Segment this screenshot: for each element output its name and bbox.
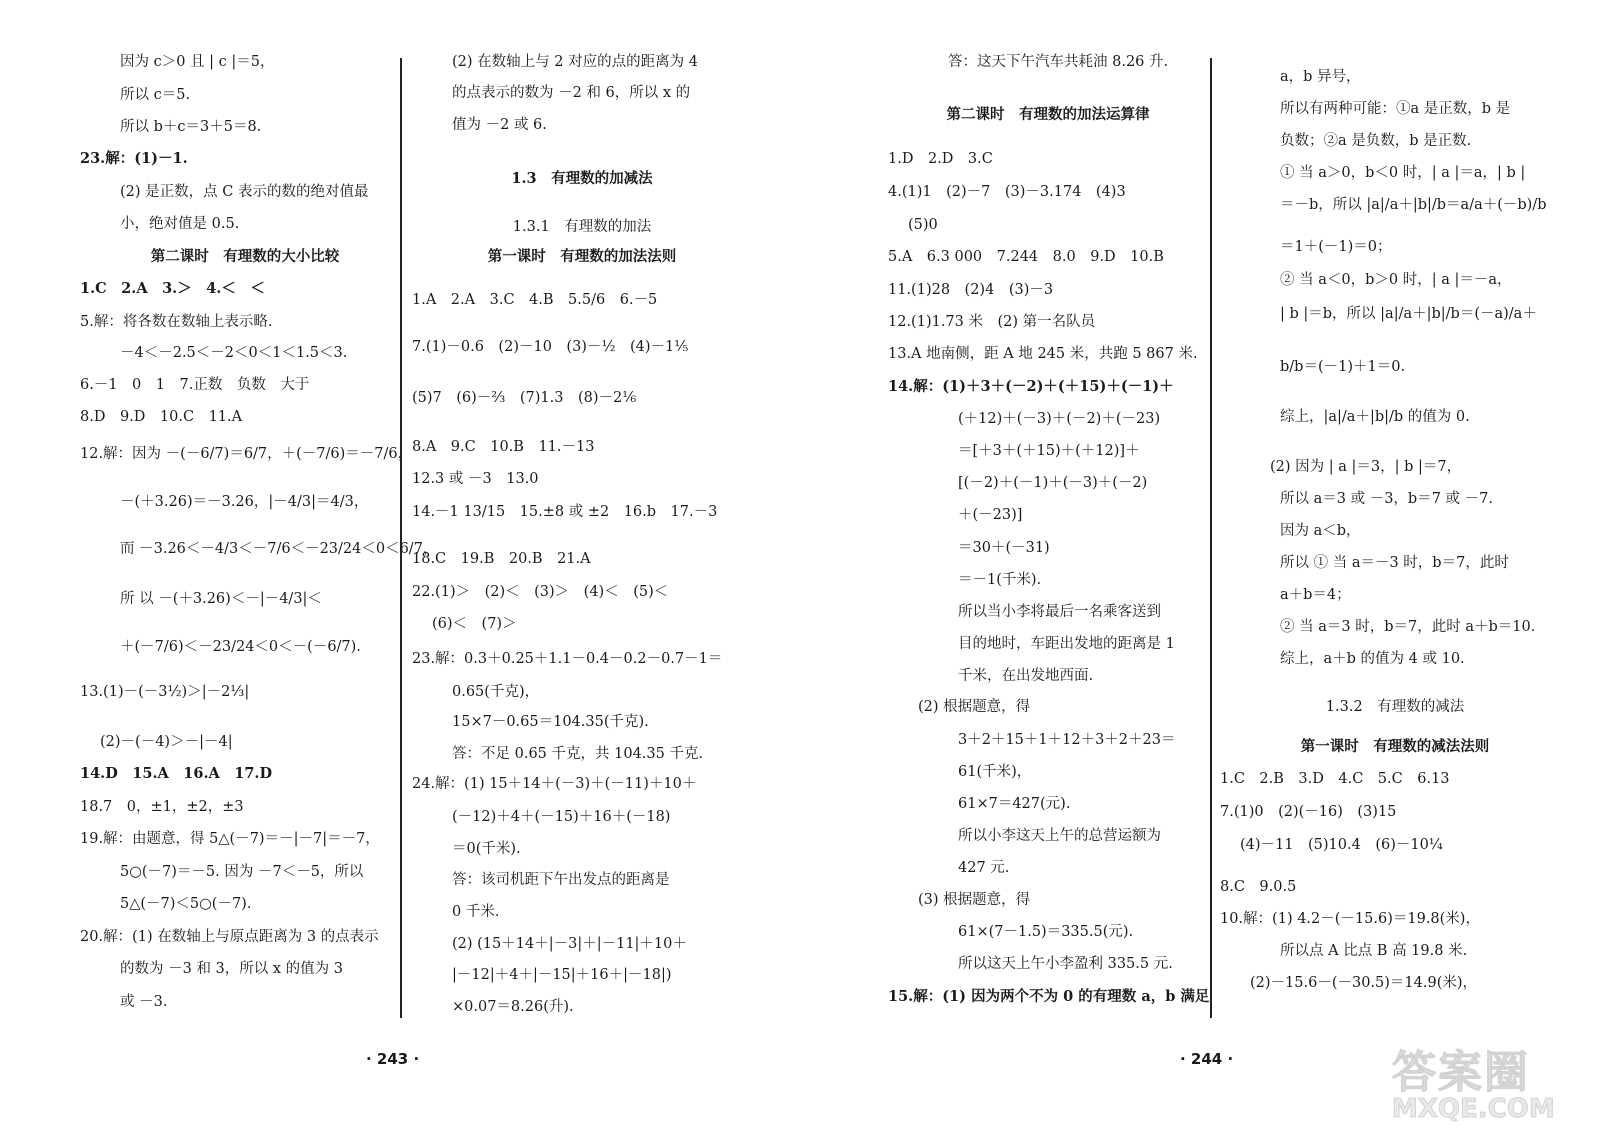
text-line: 1.A 2.A 3.C 4.B 5.5/6 6.－5 <box>412 292 658 308</box>
right-page-col1 <box>888 52 1208 1042</box>
text-line: ×0.07＝8.26(升). <box>452 999 574 1015</box>
text-line: 综上，|a|/a＋|b|/b 的值为 0. <box>1280 409 1470 425</box>
text-line: 5.A 6.3 000 7.244 8.0 9.D 10.B <box>888 249 1164 265</box>
text-line: 8.C 9.0.5 <box>1220 879 1297 895</box>
watermark-logo <box>1392 1036 1582 1126</box>
watermark-top: 答案圈 <box>1392 1047 1530 1098</box>
text-line: 所以有两种可能：①a 是正数，b 是 <box>1280 101 1511 117</box>
text-line: 答：不足 0.65 千克，共 104.35 千克. <box>452 746 704 762</box>
text-line: 目的地时，车距出发地的距离是 1 <box>958 636 1175 652</box>
text-line: ＝－b，所以 |a|/a＋|b|/b＝a/a＋(－b)/b <box>1280 197 1547 213</box>
text-line: 22.(1)＞ (2)＜ (3)＞ (4)＜ (5)＜ <box>412 584 669 600</box>
text-line: 5○(－7)＝－5. 因为 －7＜－5，所以 <box>120 864 364 880</box>
text-line: 11.(1)28 (2)4 (3)－3 <box>888 282 1054 298</box>
watermark-bottom: MXQE.COM <box>1392 1094 1555 1124</box>
text-line: (6)＜ (7)＞ <box>432 616 517 632</box>
text-line: 1.C 2.B 3.D 4.C 5.C 6.13 <box>1220 771 1450 787</box>
text-line: | b |＝b，所以 |a|/a＋|b|/b＝(－a)/a＋ <box>1280 306 1537 322</box>
text-line: ＋(－23)] <box>958 507 1023 523</box>
text-line: |－12|＋4＋|－15|＋16＋|－18|) <box>452 967 672 983</box>
text-line: 或 －3. <box>120 994 168 1010</box>
text-line: 18.7 0，±1，±2，±3 <box>80 799 244 815</box>
text-line: [(－2)＋(－1)＋(－3)＋(－2) <box>958 475 1148 491</box>
text-line: 负数；②a 是负数，b 是正数. <box>1280 133 1472 149</box>
text-line: 1.3.1 有理数的加法 <box>512 219 652 235</box>
text-line: ＝1＋(－1)＝0； <box>1280 239 1392 255</box>
text-line: 4.(1)1 (2)－7 (3)－3.174 (4)3 <box>888 184 1126 200</box>
text-line: 综上，a＋b 的值为 4 或 10. <box>1280 651 1465 667</box>
text-line: 第一课时 有理数的减法法则 <box>1300 738 1490 755</box>
text-line: (5)0 <box>908 217 938 233</box>
text-line: (3) 根据题意，得 <box>918 892 1031 908</box>
text-line: (4)－11 (5)10.4 (6)－10¼ <box>1240 837 1443 853</box>
text-line: 所以 c＝5. <box>120 87 191 103</box>
text-line: 因为 c＞0 且 | c |＝5， <box>120 54 275 70</box>
text-line: 10.解：(1) 4.2－(－15.6)＝19.8(米)， <box>1220 911 1480 927</box>
text-line: 61×(7－1.5)＝335.5(元). <box>958 924 1134 940</box>
text-line: 12.(1)1.73 米 (2) 第一名队员 <box>888 314 1096 330</box>
text-line: 20.解：(1) 在数轴上与原点距离为 3 的点表示 <box>80 929 379 945</box>
text-line: 6.－1 0 1 7.正数 负数 大于 <box>80 377 310 393</box>
text-line: (2) 根据题意，得 <box>918 699 1031 715</box>
text-line: (2)－15.6－(－30.5)＝14.9(米)， <box>1250 975 1478 991</box>
text-line: 0.65(千克)， <box>452 684 540 700</box>
text-line: 所以当小李将最后一名乘客送到 <box>958 604 1161 620</box>
column-divider <box>400 58 402 1018</box>
page-number: · 244 · <box>1180 1050 1234 1068</box>
text-line: 的点表示的数为 －2 和 6，所以 x 的 <box>452 85 691 101</box>
text-line: 5.解：将各数在数轴上表示略. <box>80 314 273 330</box>
text-line: 5△(－7)＜5○(－7). <box>120 896 252 912</box>
text-line: 8.D 9.D 10.C 11.A <box>80 409 243 425</box>
text-line: 而 －3.26＜－4/3＜－7/6＜－23/24＜0＜6/7， <box>120 541 438 557</box>
text-line: 第二课时 有理数的加法运算律 <box>946 106 1150 123</box>
text-line: 答：这天下午汽车共耗油 8.26 升. <box>948 54 1169 70</box>
text-line: 所以 a＝3 或 －3，b＝7 或 －7. <box>1280 491 1493 507</box>
text-line: 14.解：(1)＋3＋(－2)＋(＋15)＋(－1)＋ <box>888 378 1174 395</box>
text-line: 15×7－0.65＝104.35(千克). <box>452 714 649 730</box>
text-line: a＋b＝4； <box>1280 587 1351 603</box>
text-line: 所以点 A 比点 B 高 19.8 米. <box>1280 943 1468 959</box>
text-line: (2) (15＋14＋|－3|＋|－11|＋10＋ <box>452 936 687 952</box>
text-line: (5)7 (6)－⅔ (7)1.3 (8)－2⅙ <box>412 390 637 406</box>
text-line: (2)－(－4)＞－|－4| <box>100 734 233 750</box>
text-line: 1.D 2.D 3.C <box>888 151 993 167</box>
text-line: (2) 因为 | a |＝3，| b |＝7， <box>1270 459 1462 475</box>
text-line: 1.3 有理数的加减法 <box>511 170 653 187</box>
text-line: 13.A 地南侧，距 A 地 245 米，共跑 5 867 米. <box>888 346 1198 362</box>
left-page-col2 <box>412 52 742 1042</box>
text-line: 12.3 或 －3 13.0 <box>412 471 539 487</box>
text-line: ① 当 a＞0，b＜0 时，| a |＝a，| b | <box>1280 165 1526 181</box>
left-page-col1 <box>80 52 438 1042</box>
text-line: 1.C 2.A 3.＞ 4.＜ ＜ <box>80 280 265 297</box>
text-line: 第二课时 有理数的大小比较 <box>150 248 340 265</box>
text-line: ＋(－7/6)＜－23/24＜0＜－(－6/7). <box>120 639 361 655</box>
page-number: · 243 · <box>366 1050 420 1068</box>
text-line: 8.A 9.C 10.B 11.－13 <box>412 439 595 455</box>
text-line: ② 当 a＝3 时，b＝7，此时 a＋b＝10. <box>1280 619 1536 635</box>
text-line: 24.解：(1) 15＋14＋(－3)＋(－11)＋10＋ <box>412 776 697 792</box>
text-line: 427 元. <box>958 860 1010 876</box>
text-line: 14.D 15.A 16.A 17.D <box>80 765 273 782</box>
text-line: b/b＝(－1)＋1＝0. <box>1280 359 1406 375</box>
text-line: 所 以 －(＋3.26)＜－|－4/3|＜ <box>120 591 322 607</box>
text-line: 14.－1 13/15 15.±8 或 ±2 16.b 17.－3 <box>412 504 718 520</box>
text-line: 答：该司机距下午出发点的距离是 <box>452 872 670 888</box>
text-line: (2) 是正数，点 C 表示的数的绝对值最 <box>120 184 369 200</box>
text-line: 7.(1)－0.6 (2)－10 (3)－½ (4)－1⅕ <box>412 339 689 355</box>
text-line: ＝－1(千米). <box>958 572 1042 588</box>
text-line: 所以小李这天上午的总营运额为 <box>958 828 1161 844</box>
text-line: 7.(1)0 (2)(－16) (3)15 <box>1220 804 1397 820</box>
text-line: 61(千米)， <box>958 764 1032 780</box>
text-line: 12.解：因为 －(－6/7)＝6/7，＋(－7/6)＝－7/6， <box>80 446 413 462</box>
text-line: ＝0(千米). <box>452 841 521 857</box>
text-line: 因为 a＜b， <box>1280 523 1361 539</box>
column-divider <box>1210 58 1212 1018</box>
text-line: 第一课时 有理数的加法法则 <box>487 248 677 265</box>
text-line: 的数为 －3 和 3，所以 x 的值为 3 <box>120 961 344 977</box>
text-line: 千米，在出发地西面. <box>958 668 1094 684</box>
text-line: －4＜－2.5＜－2＜0＜1＜1.5＜3. <box>120 345 348 361</box>
text-line: 3＋2＋15＋1＋12＋3＋2＋23＝ <box>958 732 1176 748</box>
text-line: 1.3.2 有理数的减法 <box>1325 699 1465 715</box>
text-line: －(＋3.26)＝－3.26，|－4/3|＝4/3， <box>120 494 369 510</box>
right-page <box>800 0 1600 1136</box>
text-line: 19.解：由题意，得 5△(－7)＝－|－7|＝－7， <box>80 831 380 847</box>
text-line: ＝[＋3＋(＋15)＋(＋12)]＋ <box>958 443 1140 459</box>
text-line: 值为 －2 或 6. <box>452 117 547 133</box>
text-line: (＋12)＋(－3)＋(－2)＋(－23) <box>958 411 1161 427</box>
text-line: 所以 ① 当 a＝－3 时，b＝7，此时 <box>1280 555 1509 571</box>
text-line: a，b 异号， <box>1280 69 1361 85</box>
text-line: 小，绝对值是 0.5. <box>120 216 240 232</box>
text-line: 23.解：0.3＋0.25＋1.1－0.4－0.2－0.7－1＝ <box>412 651 723 667</box>
text-line: 23.解：(1)－1. <box>80 150 188 167</box>
text-line: 61×7＝427(元). <box>958 796 1071 812</box>
text-line: 0 千米. <box>452 904 500 920</box>
right-page-col2 <box>1220 52 1547 1042</box>
text-line: 所以 b＋c＝3＋5＝8. <box>120 119 262 135</box>
text-line: (－12)＋4＋(－15)＋16＋(－18) <box>452 809 671 825</box>
text-line: ＝30＋(－31) <box>958 540 1050 556</box>
text-line: 13.(1)－(－3½)＞|－2⅓| <box>80 684 250 700</box>
text-line: 所以这天上午小李盈利 335.5 元. <box>958 956 1173 972</box>
text-line: (2) 在数轴上与 2 对应的点的距离为 4 <box>452 54 698 70</box>
text-line: 15.解：(1) 因为两个不为 0 的有理数 a，b 满足 <box>888 988 1210 1005</box>
text-line: 18.C 19.B 20.B 21.A <box>412 551 591 567</box>
text-line: ② 当 a＜0，b＞0 时，| a |＝－a， <box>1280 272 1512 288</box>
